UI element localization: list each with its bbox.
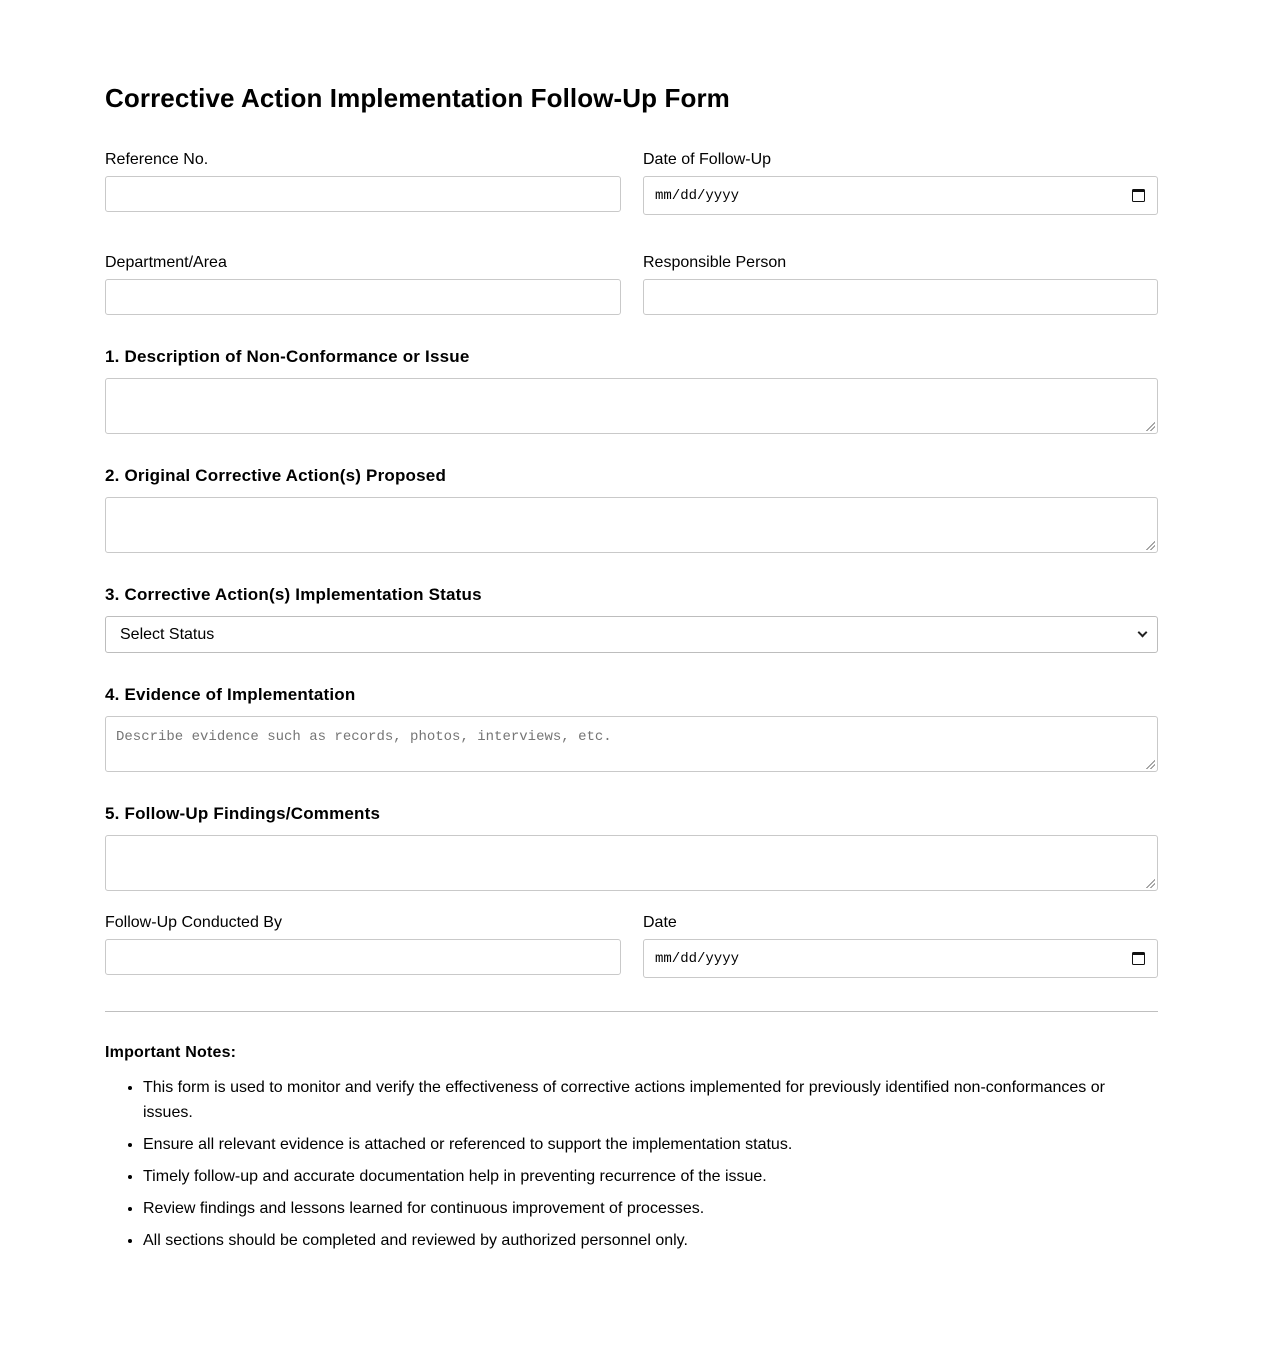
divider bbox=[105, 1011, 1158, 1012]
original-actions-textarea[interactable] bbox=[105, 497, 1158, 553]
resize-grip-icon[interactable] bbox=[1146, 879, 1155, 888]
findings-textarea[interactable] bbox=[105, 835, 1158, 891]
conducted-by-input[interactable] bbox=[105, 939, 621, 975]
implementation-status-select[interactable] bbox=[105, 616, 1158, 653]
resize-grip-icon[interactable] bbox=[1146, 760, 1155, 769]
original-actions-label: 2. Original Corrective Action(s) Proposed bbox=[105, 466, 447, 485]
chevron-down-icon bbox=[1138, 628, 1148, 638]
resize-grip-icon[interactable] bbox=[1146, 541, 1155, 550]
description-textarea[interactable] bbox=[105, 378, 1158, 434]
calendar-icon[interactable] bbox=[1132, 952, 1145, 965]
date-input[interactable] bbox=[643, 939, 1158, 978]
responsible-person-input[interactable] bbox=[643, 279, 1158, 315]
notes-list bbox=[105, 1075, 1158, 1260]
list-item: • Timely follow-up and accurate documentation help in preventing recurrence of the issue. bbox=[143, 1164, 1158, 1189]
date-value: mm/dd/yyyy bbox=[655, 950, 740, 967]
page-title: Corrective Action Implementation Follow-Up Form bbox=[105, 83, 730, 113]
list-item: • This form is used to monitor and verify the effectiveness of corrective actions implemented for previously identified non-conformances or issues. bbox=[143, 1075, 1158, 1125]
list-item: • All sections should be completed and reviewed by authorized personnel only. bbox=[143, 1228, 1158, 1253]
reference-no-input[interactable] bbox=[105, 176, 621, 212]
department-area-input[interactable] bbox=[105, 279, 621, 315]
description-label: 1. Description of Non-Conformance or Issue bbox=[105, 347, 470, 366]
conducted-by-label: Follow-Up Conducted By bbox=[105, 914, 282, 931]
reference-no-label: Reference No. bbox=[105, 151, 209, 168]
list-item: • Review findings and lessons learned for continuous improvement of processes. bbox=[143, 1196, 1158, 1221]
evidence-label: 4. Evidence of Implementation bbox=[105, 685, 356, 704]
evidence-textarea[interactable] bbox=[105, 716, 1158, 772]
evidence-placeholder: Describe evidence such as records, photos, interviews, etc. bbox=[116, 729, 612, 745]
implementation-status-label: 3. Corrective Action(s) Implementation Status bbox=[105, 585, 482, 604]
resize-grip-icon[interactable] bbox=[1146, 422, 1155, 431]
findings-label: 5. Follow-Up Findings/Comments bbox=[105, 804, 381, 823]
implementation-status-selected: Select Status bbox=[120, 625, 215, 643]
date-of-follow-up-label: Date of Follow-Up bbox=[643, 151, 772, 168]
date-of-follow-up-value: mm/dd/yyyy bbox=[655, 187, 740, 204]
notes-title: Important Notes: bbox=[105, 1044, 237, 1061]
date-of-follow-up-input[interactable] bbox=[643, 176, 1158, 215]
list-item: • Ensure all relevant evidence is attached or referenced to support the implementation status. bbox=[143, 1132, 1158, 1157]
calendar-icon[interactable] bbox=[1132, 189, 1145, 202]
department-area-label: Department/Area bbox=[105, 254, 227, 271]
responsible-person-label: Responsible Person bbox=[643, 254, 787, 271]
date-label: Date bbox=[643, 914, 677, 931]
